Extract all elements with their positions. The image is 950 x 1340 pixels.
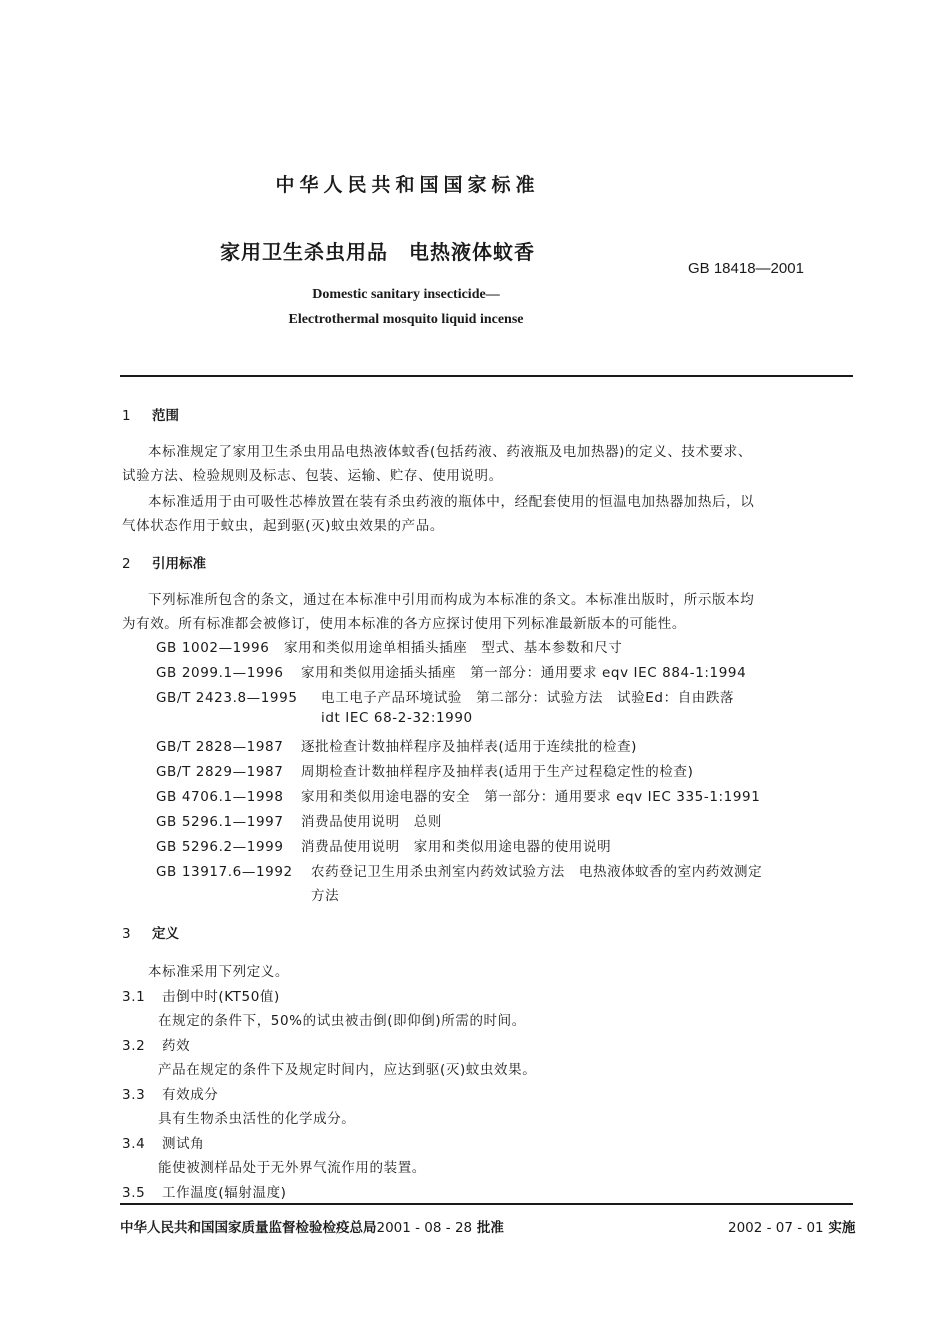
footer-rule [120,1203,853,1205]
definition-number: 3.4 [122,1136,146,1152]
section-1-para-2-line-1: 本标准适用于由可吸性芯棒放置在装有杀虫药液的瓶体中，经配套使用的恒温电加热器加热后，以 [148,494,755,510]
reference-item [156,860,762,880]
section-2-para-line-1: 下列标准所包含的条文，通过在本标准中引用而构成为本标准的条文。本标准出版时，所示版本均 [148,592,755,608]
reference-code: GB 1002—1996 [156,640,270,656]
definition-number: 3.1 [122,989,146,1005]
definition-number: 3.3 [122,1087,146,1103]
section-1-para-1-line-2: 试验方法、检验规则及标志、包装、运输、贮存、使用说明。 [122,468,503,484]
section-2-heading [122,552,206,572]
document-title: 家用卫生杀虫用品 电热液体蚊香 [220,240,535,264]
section-number: 3 [122,926,131,942]
definition-heading [122,1083,218,1103]
definition-heading [122,1034,190,1054]
reference-item [156,661,746,681]
reference-title: 家用和类似用途插头插座 第一部分：通用要求 eqv IEC 884-1:1994 [301,665,747,681]
approval-date: 2001 - 08 - 28 [376,1220,473,1236]
effective-suffix: 实施 [828,1220,856,1236]
reference-code: GB 5296.2—1999 [156,839,284,855]
section-title: 定义 [152,926,179,942]
definition-term: 测试角 [162,1136,205,1152]
approval-suffix: 批准 [476,1220,504,1236]
reference-code: GB/T 2423.8—1995 [156,690,298,706]
reference-code: GB 5296.1—1997 [156,814,284,830]
national-standard-title: 中华人民共和国国家标准 [275,174,540,196]
reference-title: 家用和类似用途单相插头插座 型式、基本参数和尺寸 [284,640,623,656]
definition-number: 3.5 [122,1185,146,1201]
section-1-para-1-line-1: 本标准规定了家用卫生杀虫用品电热液体蚊香(包括药液、药液瓶及电加热器)的定义、技术要求、 [148,444,752,460]
definition-text: 具有生物杀虫活性的化学成分。 [158,1111,356,1127]
reference-title: 农药登记卫生用杀虫剂室内药效试验方法 电热液体蚊香的室内药效测定 [311,864,763,880]
reference-code: GB 4706.1—1998 [156,789,284,805]
effective-date: 2002 - 07 - 01 [728,1220,824,1236]
reference-code: GB 2099.1—1996 [156,665,284,681]
approval-line [120,1216,504,1236]
section-number: 1 [122,408,131,424]
definition-heading [122,1132,204,1152]
definition-heading [122,1181,287,1201]
reference-code: GB 13917.6—1992 [156,864,293,880]
section-1-para-2-line-2: 气体状态作用于蚊虫，起到驱(灭)蚊虫效果的产品。 [122,518,444,534]
reference-title: 消费品使用说明 家用和类似用途电器的使用说明 [301,839,612,855]
section-title: 引用标准 [152,556,206,572]
reference-item [156,760,693,780]
approval-organization: 中华人民共和国国家质量监督检验检疫总局 [120,1220,377,1236]
header-rule [120,375,853,377]
english-title-line2: Electrothermal mosquito liquid incense [288,312,524,327]
section-2-para-line-2: 为有效。所有标准都会被修订，使用本标准的各方应探讨使用下列标准最新版本的可能性。 [122,616,686,632]
reference-item [156,735,637,755]
reference-item [156,810,442,830]
definition-term: 击倒中时(KT50值) [162,989,280,1005]
reference-item [156,686,734,706]
definition-text: 在规定的条件下，50%的试虫被击倒(即仰倒)所需的时间。 [158,1013,526,1029]
section-title: 范围 [152,408,179,424]
reference-item [156,835,611,855]
definition-text: 能使被测样品处于无外界气流作用的装置。 [158,1160,426,1176]
definition-term: 药效 [162,1038,191,1054]
reference-continuation: idt IEC 68-2-32:1990 [321,710,473,726]
reference-code: GB/T 2828—1987 [156,739,284,755]
definition-text: 产品在规定的条件下及规定时间内，应达到驱(灭)蚊虫效果。 [158,1062,537,1078]
reference-title: 电工电子产品环境试验 第二部分：试验方法 试验Ed：自由跌落 [321,690,735,706]
reference-title: 家用和类似用途电器的安全 第一部分：通用要求 eqv IEC 335-1:1991 [301,789,761,805]
section-3-intro: 本标准采用下列定义。 [148,964,289,980]
reference-code: GB/T 2829—1987 [156,764,284,780]
reference-title: 消费品使用说明 总则 [301,814,442,830]
reference-item [156,785,760,805]
english-title-line1: Domestic sanitary insecticide— [312,287,500,302]
reference-title: 周期检查计数抽样程序及抽样表(适用于生产过程稳定性的检查) [301,764,694,780]
section-1-heading [122,404,179,424]
definition-heading [122,985,280,1005]
definition-term: 有效成分 [162,1087,219,1103]
standard-number: GB 18418—2001 [688,260,804,277]
reference-item [156,636,622,656]
reference-continuation: 方法 [311,888,340,904]
section-3-heading [122,922,179,942]
effective-line [728,1216,855,1236]
reference-title: 逐批检查计数抽样程序及抽样表(适用于连续批的检查) [301,739,638,755]
section-number: 2 [122,556,131,572]
definition-term: 工作温度(辐射温度) [162,1185,287,1201]
definition-number: 3.2 [122,1038,146,1054]
